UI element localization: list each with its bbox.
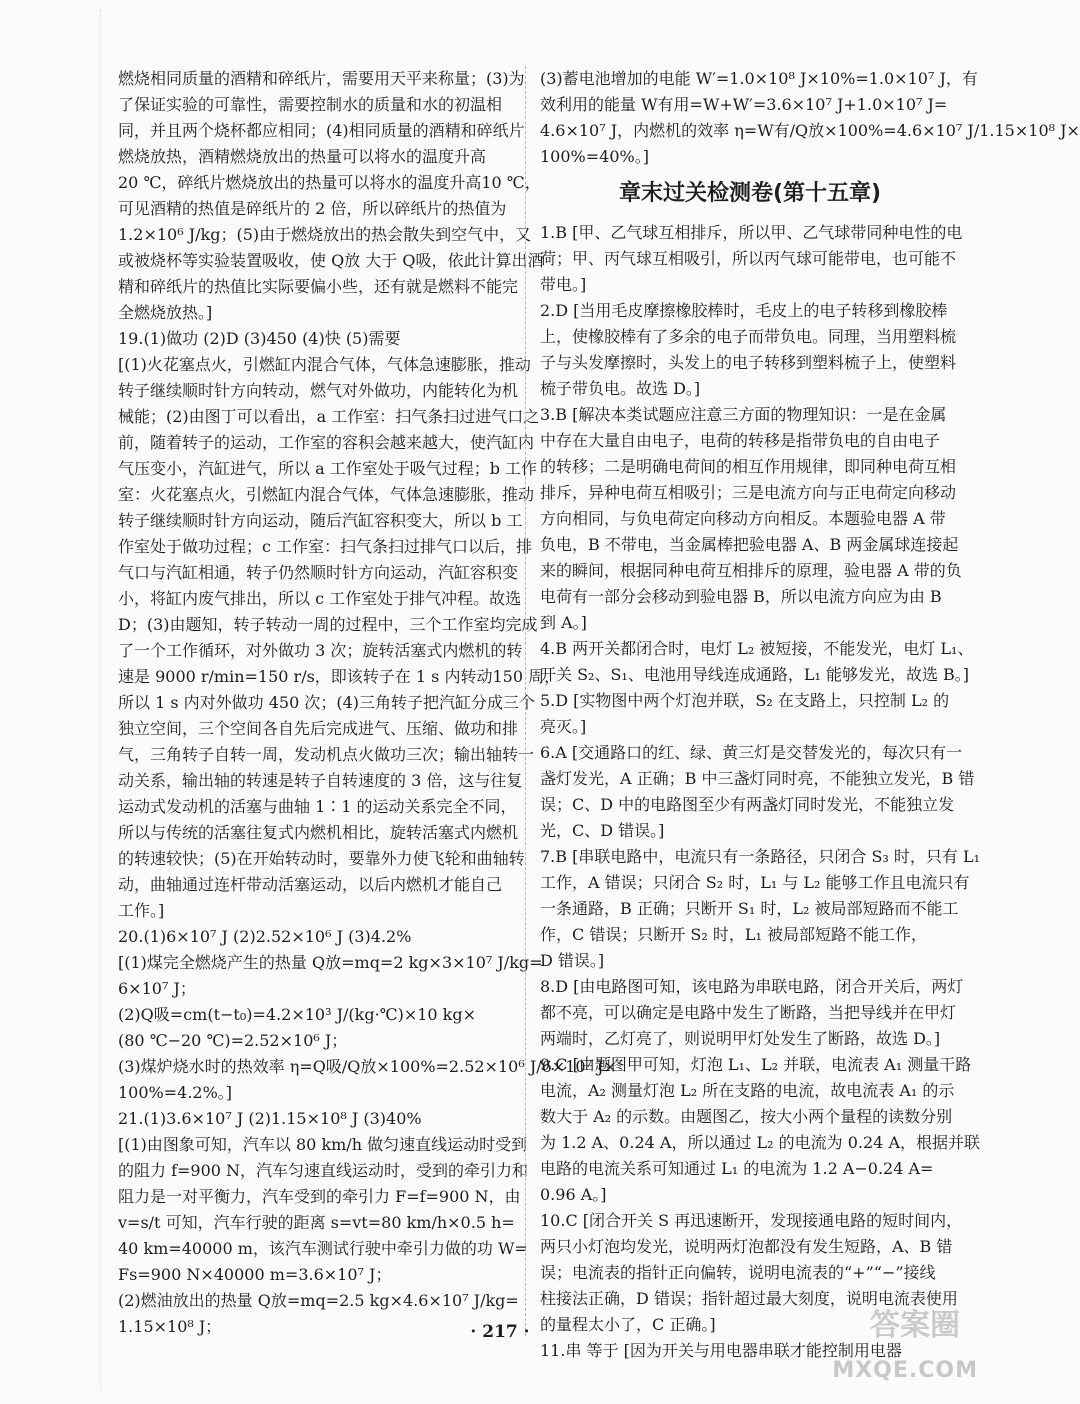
binding-margin xyxy=(100,10,103,1390)
text-line: 电路的电流关系可知通过 L₁ 的电流为 1.2 A−0.24 A= xyxy=(540,1159,934,1178)
text-line: 动关系，输出轴的转速是转子自转速度的 3 倍，这与往复 xyxy=(118,771,523,790)
text-line: 的量程太小了，C 正确。] xyxy=(540,1315,716,1334)
text-line: 负电，B 不带电，当金属棒把验电器 A、B 两金属球连接起 xyxy=(540,535,959,554)
text-line: 所以与传统的活塞往复式内燃机相比，旋转活塞式内燃机 xyxy=(118,823,519,842)
right-column-top xyxy=(540,66,1080,170)
text-line: 上，使橡胶棒有了多余的电子而带负电。同理，当用塑料梳 xyxy=(540,327,957,346)
text-line: 独立空间，三个空间各自先后完成进气、压缩、做功和排 xyxy=(118,719,519,738)
text-line: 小，将缸内废气排出，所以 c 工作室处于排气冲程。故选 xyxy=(118,589,522,608)
text-line: 的阻力 f=900 N，汽车匀速直线运动时，受到的牵引力和 xyxy=(118,1161,529,1180)
text-line: 1.2×10⁶ J/kg；(5)由于燃烧放出的热会散失到空气中，又 xyxy=(118,225,532,244)
text-line: 了保证实验的可靠性，需要控制水的质量和水的初温相 xyxy=(118,95,503,114)
page-number: · 217 · xyxy=(470,1322,530,1342)
text-line: 可见酒精的热值是碎纸片的 2 倍，所以碎纸片的热值为 xyxy=(118,199,507,218)
text-line: 梳子带负电。故选 D。] xyxy=(540,379,701,398)
text-line: D 错误。] xyxy=(540,951,605,970)
text-line: 数大于 A₂ 的示数。由题图乙，按大小两个量程的读数分别 xyxy=(540,1107,953,1126)
text-line: 11.串 等于 [因为开关与用电器串联才能控制用电器 xyxy=(540,1341,902,1360)
text-line: (3)蓄电池增加的电能 W′=1.0×10⁸ J×10%=1.0×10⁷ J，有 xyxy=(540,69,978,88)
text-line: 阻力是一对平衡力，汽车受到的牵引力 F=f=900 N，由 xyxy=(118,1187,521,1206)
text-line: 6.A [交通路口的红、绿、黄三灯是交替发光的，每次只有一 xyxy=(540,743,963,762)
text-line: Fs=900 N×40000 m=3.6×10⁷ J； xyxy=(118,1265,392,1284)
text-line: [(1)由图象可知，汽车以 80 km/h 做匀速直线运动时受到 xyxy=(118,1135,528,1154)
right-column xyxy=(540,66,1080,1364)
text-line: 前，随着转子的运动，工作室的容积会越来越大，使汽缸内 xyxy=(118,433,535,452)
text-line: 9.C [由题图甲可知，灯泡 L₁、L₂ 并联，电流表 A₁ 测量干路 xyxy=(540,1055,972,1074)
text-line: 了一个工作循环，对外做功 3 次；旋转活塞式内燃机的转 xyxy=(118,641,523,660)
text-line: 到 A。] xyxy=(540,613,587,632)
text-line: 两端时，乙灯亮了，则说明甲灯处发生了断路，故选 D。] xyxy=(540,1029,941,1048)
text-line: 5.D [实物图中两个灯泡并联，S₂ 在支路上，只控制 L₂ 的 xyxy=(540,691,950,710)
text-line: 所以 1 s 内对外做功 450 次；(4)三角转子把汽缸分成三个 xyxy=(118,693,536,712)
text-line: 方向相同，与负电荷定向移动方向相反。本题验电器 A 带 xyxy=(540,509,946,528)
text-line: 20.(1)6×10⁷ J (2)2.52×10⁶ J (3)4.2% xyxy=(118,927,412,946)
text-line: 或被烧杯等实验装置吸收，使 Q放 大于 Q吸，依此计算出酒 xyxy=(118,251,544,270)
text-line: 误；C、D 中的电路图至少有两盏灯同时发光，不能独立发 xyxy=(540,795,955,814)
text-line: 气压变小，汽缸进气，所以 a 工作室处于吸气过程；b 工作 xyxy=(118,459,538,478)
text-line: 2.D [当用毛皮摩擦橡胶棒时，毛皮上的电子转移到橡胶棒 xyxy=(540,301,948,320)
watermark-url: MXQE.COM xyxy=(832,1358,978,1383)
text-line: (80 ℃−20 ℃)=2.52×10⁶ J； xyxy=(118,1031,348,1050)
text-line: 20 ℃，碎纸片燃烧放出的热量可以将水的温度升高10 ℃， xyxy=(118,173,541,192)
text-line: 100%=40%。] xyxy=(540,147,649,166)
text-line: 1.15×10⁸ J； xyxy=(118,1317,222,1336)
text-line: [(1)煤完全燃烧产生的热量 Q放=mq=2 kg×3×10⁷ J/kg= xyxy=(118,953,543,972)
text-line: 1.B [甲、乙气球互相排斥，所以甲、乙气球带同种电性的电 xyxy=(540,223,963,242)
text-line: 室：火花塞点火，引燃缸内混合气体，气体急速膨胀，推动 xyxy=(118,485,535,504)
text-line: 10.C [闭合开关 S 再迅速断开，发现接通电路的短时间内， xyxy=(540,1211,963,1230)
watermark-logo: 答案圈 xyxy=(870,1308,960,1343)
text-line: 100%=4.2%。] xyxy=(118,1083,233,1102)
text-line: 燃烧相同质量的酒精和碎纸片，需要用天平来称量；(3)为 xyxy=(118,69,525,88)
text-line: 的转移；二是明确电荷间的相互作用规律，即同种电荷互相 xyxy=(540,457,957,476)
text-line: 8.D [由电路图可知，该电路为串联电路，闭合开关后，两灯 xyxy=(540,977,964,996)
text-line: 气口与汽缸相通，转子仍然顺时针方向运动，汽缸容积变 xyxy=(118,563,519,582)
text-line: 盏灯发光，A 正确；B 中三盏灯同时亮，不能独立发光，B 错 xyxy=(540,769,975,788)
text-line: 带电。] xyxy=(540,275,587,294)
text-line: 工作，A 错误；只闭合 S₂ 时，L₁ 与 L₂ 能够工作且电流只有 xyxy=(540,873,970,892)
text-line: 作，C 错误；只断开 S₂ 时，L₁ 被局部短路不能工作， xyxy=(540,925,928,944)
text-line: 转子继续顺时针方向转动，燃气对外做功，内能转化为机 xyxy=(118,381,519,400)
text-line: 柱接法正确，D 错误；指针超过最大刻度，说明电流表使用 xyxy=(540,1289,958,1308)
text-line: (3)煤炉烧水时的热效率 η=Q吸/Q放×100%=2.52×10⁶ J/6×10⁷ J× xyxy=(118,1057,617,1076)
text-line: 亮灭。] xyxy=(540,717,587,736)
text-line: 误；电流表的指针正向偏转，说明电流表的“+”“−”接线 xyxy=(540,1263,936,1282)
text-line: 6×10⁷ J； xyxy=(118,979,196,998)
text-line: 效利用的能量 W有用=W+W′=3.6×10⁷ J+1.0×10⁷ J= xyxy=(540,95,948,114)
text-line: 全燃烧放热。] xyxy=(118,303,213,322)
text-line: 21.(1)3.6×10⁷ J (2)1.15×10⁸ J (3)40% xyxy=(118,1109,422,1128)
text-line: 动，曲轴通过连杆带动活塞运动，以后内燃机才能自己 xyxy=(118,875,503,894)
text-line: 40 km=40000 m，该汽车测试行驶中牵引力做的功 W= xyxy=(118,1239,528,1258)
section-title: 章末过关检测卷(第十五章) xyxy=(618,181,882,206)
text-line: 的转速较快；(5)在开始转动时，要靠外力使飞轮和曲轴转 xyxy=(118,849,525,868)
text-line: 荷；甲、丙气球互相吸引，所以丙气球可能带电，也可能不 xyxy=(540,249,957,268)
text-line: 0.96 A。] xyxy=(540,1185,607,1204)
text-line: 一条通路，B 正确；只断开 S₁ 时，L₂ 被局部短路而不能工 xyxy=(540,899,959,918)
text-line: 械能；(2)由图丁可以看出，a 工作室：扫气条扫过进气口之 xyxy=(118,407,540,426)
text-line: 速是 9000 r/min=150 r/s，即该转子在 1 s 内转动150 周， xyxy=(118,667,561,686)
text-line: 4.B 两开关都闭合时，电灯 L₂ 被短接，不能发光，电灯 L₁、 xyxy=(540,639,974,658)
text-line: 转子继续顺时针方向运动，随后汽缸容积变大，所以 b 工 xyxy=(118,511,523,530)
text-line: D；(3)由题知，转子转动一周的过程中，三个工作室均完成 xyxy=(118,615,538,634)
text-line: 作室处于做功过程；c 工作室：扫气条扫过排气口以后，排 xyxy=(118,537,533,556)
text-line: 开关 S₂、S₁、电池用导线连成通路，L₁ 能够发光，故选 B。] xyxy=(540,665,970,684)
text-line: 为 1.2 A、0.24 A，所以通过 L₂ 的电流为 0.24 A，根据并联 xyxy=(540,1133,981,1152)
text-line: 电流，A₂ 测量灯泡 L₂ 所在支路的电流，故电流表 A₁ 的示 xyxy=(540,1081,955,1100)
text-line: 运动式发动机的活塞与曲轴 1∶1 的运动关系完全不同， xyxy=(118,797,517,816)
text-line: 都不亮，可以确定是电路中发生了断路，当把导线并在甲灯 xyxy=(540,1003,957,1022)
text-line: 工作。] xyxy=(118,901,165,920)
text-line: 精和碎纸片的热值比实际要偏小些，还有就是燃料不能完 xyxy=(118,277,519,296)
text-line: 3.B [解决本类试题应注意三方面的物理知识：一是在金属 xyxy=(540,405,947,424)
text-line: 气，三角转子自转一周，发动机点火做功三次；输出轴转一 xyxy=(118,745,535,764)
text-line: 同，并且两个烧杯都应相同；(4)相同质量的酒精和碎纸片 xyxy=(118,121,525,140)
text-line: 子与头发摩擦时，头发上的电子转移到塑料梳子上，使塑料 xyxy=(540,353,957,372)
text-line: 两只小灯泡均发光，说明两灯泡都没有发生短路，A、B 错 xyxy=(540,1237,953,1256)
text-line: v=s/t 可知，汽车行驶的距离 s=vt=80 km/h×0.5 h= xyxy=(118,1213,515,1232)
text-line: 电荷有一部分会移动到验电器 B，所以电流方向应为由 B xyxy=(540,587,942,606)
text-line: [(1)火花塞点火，引燃缸内混合气体，气体急速膨胀，推动 xyxy=(118,355,531,374)
text-line: (2)燃油放出的热量 Q放=mq=2.5 kg×4.6×10⁷ J/kg= xyxy=(118,1291,519,1310)
text-line: 4.6×10⁷ J，内燃机的效率 η=W有/Q放×100%=4.6×10⁷ J/1.15×10⁸ J× xyxy=(540,121,1080,140)
text-line: 光，C、D 错误。] xyxy=(540,821,665,840)
text-line: 19.(1)做功 (2)D (3)450 (4)快 (5)需要 xyxy=(118,329,401,348)
text-line: 来的瞬间，根据同种电荷互相排斥的原理，验电器 A 带的负 xyxy=(540,561,962,580)
text-line: 排斥，异种电荷互相吸引；三是电流方向与正电荷定向移动 xyxy=(540,483,957,502)
right-column-bottom xyxy=(540,220,981,1364)
column-divider xyxy=(525,66,526,1336)
text-line: 中存在大量自由电子，电荷的转移是指带负电的自由电子 xyxy=(540,431,941,450)
text-line: 7.B [串联电路中，电流只有一条路径，只闭合 S₃ 时，只有 L₁ xyxy=(540,847,981,866)
text-line: 燃烧放热，酒精燃烧放出的热量可以将水的温度升高 xyxy=(118,147,487,166)
text-line: (2)Q吸=cm(t−t₀)=4.2×10³ J/(kg·℃)×10 kg× xyxy=(118,1005,477,1024)
